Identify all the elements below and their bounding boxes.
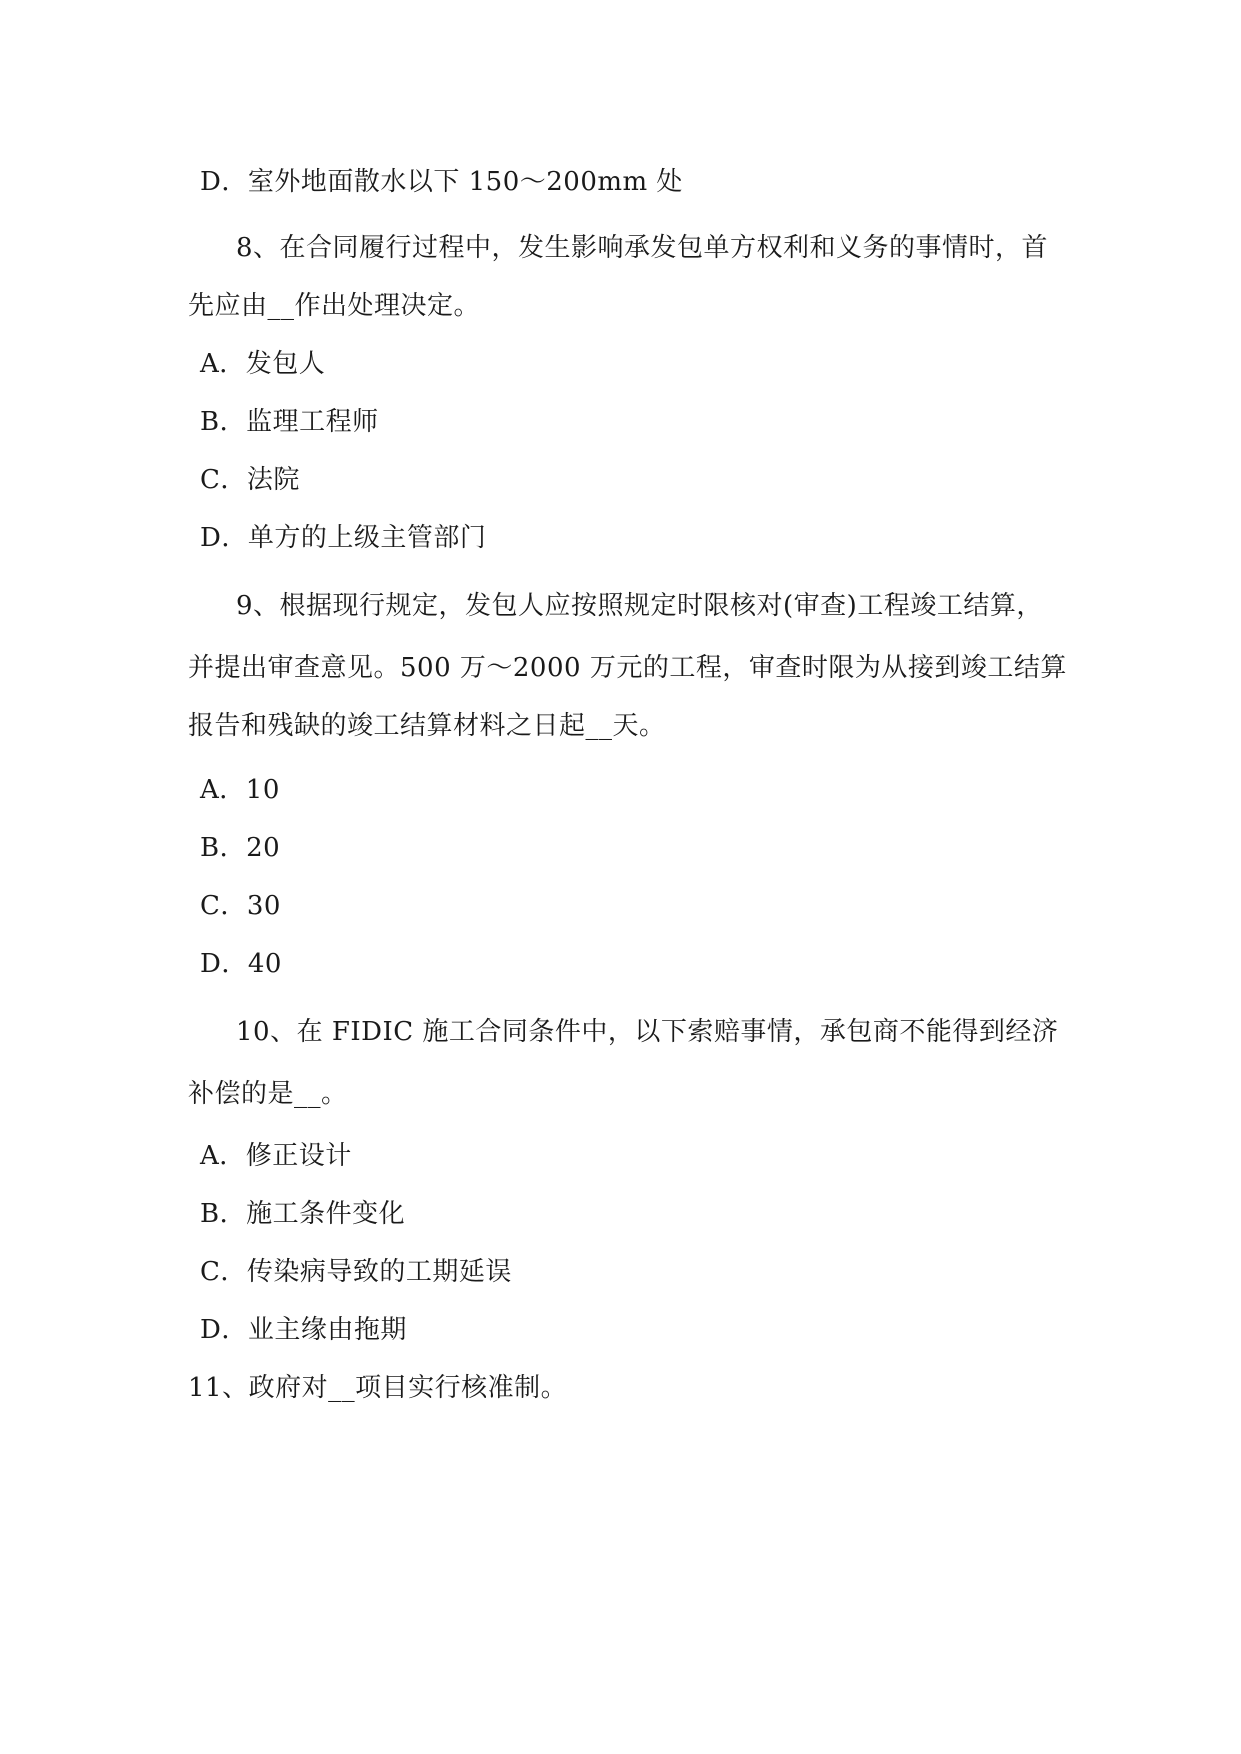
q10-option-a: A．修正设计 (200, 1141, 352, 1171)
q9-option-d: D．40 (200, 949, 282, 979)
q8-text-line-1: 8、在合同履行过程中，发生影响承发包单方权利和义务的事情时，首 (236, 233, 1049, 263)
q8-option-c: C．法院 (200, 465, 300, 495)
q7-option-d: D．室外地面散水以下 150～200mm 处 (200, 167, 683, 197)
q9-option-a: A．10 (200, 775, 280, 805)
q9-text-line-3: 报告和残缺的竣工结算材料之日起__天。 (188, 711, 666, 741)
q8-option-a: A．发包人 (200, 349, 326, 379)
q8-option-b: B．监理工程师 (200, 407, 379, 437)
q10-text-line-1: 10、在 FIDIC 施工合同条件中，以下索赔事情，承包商不能得到经济 (236, 1017, 1059, 1047)
q9-option-c: C．30 (200, 891, 281, 921)
q8-option-d: D．单方的上级主管部门 (200, 523, 487, 553)
q11-text-line-1: 11、政府对__项目实行核准制。 (188, 1373, 568, 1403)
q10-text-line-2: 补偿的是__。 (188, 1079, 348, 1109)
q10-option-b: B．施工条件变化 (200, 1199, 406, 1229)
q8-text-line-2: 先应由__作出处理决定。 (188, 291, 481, 321)
q9-text-line-2: 并提出审查意见。500 万～2000 万元的工程，审查时限为从接到竣工结算 (188, 653, 1067, 683)
q9-option-b: B．20 (200, 833, 281, 863)
q10-option-d: D．业主缘由拖期 (200, 1315, 407, 1345)
q9-text-line-1: 9、根据现行规定，发包人应按照规定时限核对(审查)工程竣工结算， (236, 591, 1043, 621)
q10-option-c: C．传染病导致的工期延误 (200, 1257, 512, 1287)
